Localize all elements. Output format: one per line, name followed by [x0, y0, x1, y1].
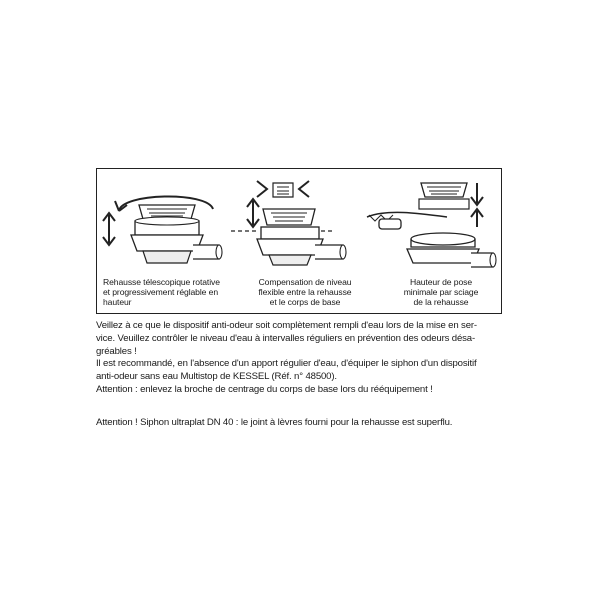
- paragraph-line: Veillez à ce que le dispositif anti-odeur soit complètement rempli d'eau lors de la mise en ser-: [96, 320, 477, 331]
- drain-drawing-3: [97, 169, 501, 279]
- paragraph-line: anti-odeur sans eau Multistop de KESSEL (Réf. n° 48500).: [96, 371, 337, 383]
- instructions-text: [96, 320, 516, 397]
- paragraph-line: vice. Veuillez contrôler le niveau d'eau à intervalles réguliers en prévention des odeurs désa-: [96, 332, 476, 344]
- figure-minimum-height: [97, 169, 501, 315]
- paragraph-line: Attention : enlevez la broche de centrage du corps de base lors du rééquipement !: [96, 383, 433, 395]
- paragraph-line: gréables !: [96, 345, 137, 357]
- illustration-panel: [96, 168, 502, 314]
- paragraph-line: Il est recommandé, en l'absence d'un apport régulier d'eau, d'équiper le siphon d'un dispositif: [96, 358, 477, 370]
- figure-caption: Rehausse télescopique rotative et progressivement réglable en hauteur: [103, 277, 220, 308]
- figure-caption: Compensation de niveau flexible entre la rehausse et le corps de base: [258, 277, 352, 308]
- saw-icon: [367, 212, 447, 229]
- figure-caption: Hauteur de pose minimale par sciage de la rehausse: [403, 277, 479, 308]
- attention-note: Attention ! Siphon ultraplat DN 40 : le joint à lèvres fourni pour la rehausse est superflu.: [96, 417, 453, 428]
- down-arrow-icon: [471, 183, 483, 227]
